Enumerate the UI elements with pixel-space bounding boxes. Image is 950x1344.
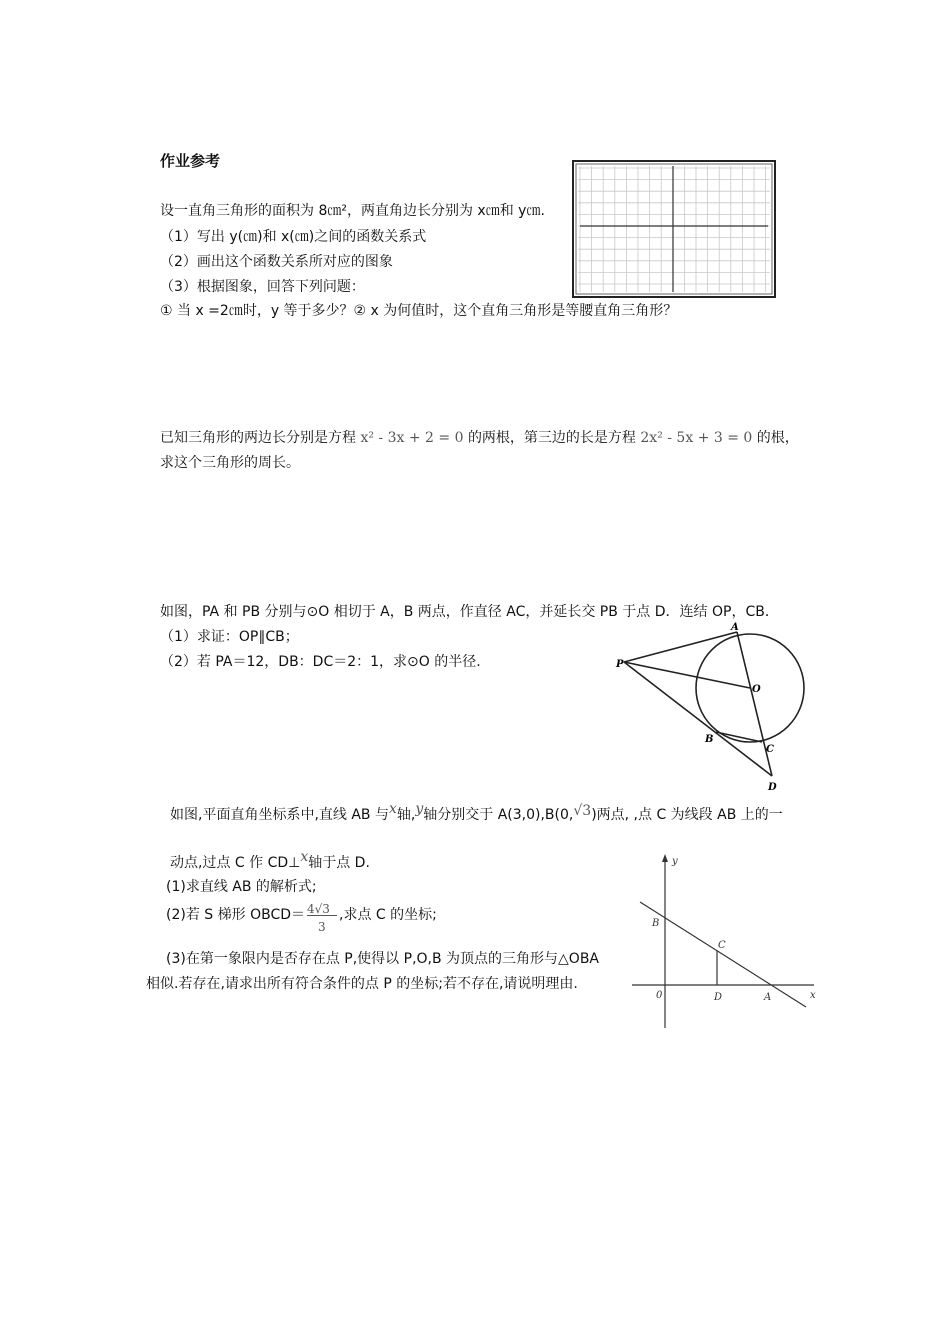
circle-tangent-figure [612, 618, 812, 794]
problem3-intro: 如图，PA 和 PB 分别与⊙O 相切于 A，B 两点，作直径 AC，并延长交 PB 于点 D．连结 OP，CB． [160, 604, 779, 620]
label-O: O [752, 684, 761, 695]
label-P: P [616, 659, 624, 670]
problem4-text-2b: 轴于点 D. [308, 855, 370, 871]
problem4-q2 [166, 902, 437, 934]
problem2-text-c: 的根， [756, 430, 799, 446]
coordinate-line-figure [628, 852, 824, 1030]
x-var-1: x [388, 801, 397, 817]
problem1-q2: （2）画出这个函数关系所对应的图象 [160, 254, 393, 270]
label-D: D [768, 782, 777, 793]
label-A: A [731, 622, 739, 633]
problem1-q3-sub: ① 当 x =2㎝时，y 等于多少？② x 为何值时，这个直角三角形是等腰直角三角形？ [160, 303, 678, 319]
sqrt3: √3 [573, 803, 592, 819]
coordinate-grid-figure [572, 160, 776, 298]
problem4-q2b: ,求点 C 的坐标; [339, 907, 437, 923]
page-title: 作业参考 [160, 152, 221, 170]
problem4-q3b: 相似.若存在,请求出所有符合条件的点 P 的坐标;若不存在,请说明理由. [146, 976, 578, 992]
problem2-text-b: 的两根，第三边的长是方程 [467, 430, 636, 446]
problem4-text-2a: 动点,过点 C 作 CD⊥ [170, 855, 301, 871]
axis-label-y: y [672, 856, 678, 867]
x-var-2: x [300, 849, 309, 865]
fraction [305, 902, 339, 934]
frac-denominator: 3 [318, 920, 326, 934]
frac-bar [307, 915, 337, 916]
problem2-line1 [160, 429, 799, 447]
label-A2: A [764, 992, 772, 1003]
label-C2: C [718, 940, 726, 951]
axis-label-x: x [810, 990, 816, 1001]
equation-1: x² - 3x + 2 = 0 [360, 430, 464, 446]
frac-numerator: 4√3 [307, 902, 330, 916]
problem4-q1: (1)求直线 AB 的解析式; [166, 879, 317, 895]
label-C: C [766, 744, 774, 755]
problem2-text-a: 已知三角形的两边长分别是方程 [160, 430, 356, 446]
label-B: B [705, 734, 714, 745]
problem3-q2: （2）若 PA＝12，DB：DC＝2：1，求⊙O 的半径. [160, 654, 481, 670]
y-var: y [415, 801, 424, 817]
problem2-line2: 求这个三角形的周长。 [160, 455, 300, 471]
problem1-q1: （1）写出 y(㎝)和 x(㎝)之间的函数关系式 [160, 229, 427, 245]
label-origin: 0 [656, 990, 663, 1001]
equation-2: 2x² - 5x + 3 = 0 [640, 430, 753, 446]
problem4-text-1d: )两点, ,点 C 为线段 AB 上的一 [591, 807, 783, 823]
problem4-line2 [170, 849, 370, 872]
problem4-q3a: (3)在第一象限内是否存在点 P,使得以 P,O,B 为顶点的三角形与△OBA [166, 951, 600, 967]
problem1-q3: （3）根据图象，回答下列问题： [160, 279, 365, 295]
problem4-q2a: (2)若 S 梯形 OBCD＝ [166, 907, 306, 923]
problem3-q1: （1）求证：OP∥CB； [160, 629, 299, 645]
label-B2: B [652, 918, 660, 929]
label-D2: D [714, 992, 723, 1003]
problem1-intro: 设一直角三角形的面积为 8㎝²，两直角边长分别为 x㎝和 y㎝. [160, 203, 545, 219]
problem4-text-1c: 轴分别交于 A(3,0),B(0, [423, 807, 574, 823]
problem4-text-1b: 轴, [396, 807, 416, 823]
problem4-line1 [170, 801, 783, 824]
problem4-text-1a: 如图,平面直角坐标系中,直线 AB 与 [170, 807, 389, 823]
